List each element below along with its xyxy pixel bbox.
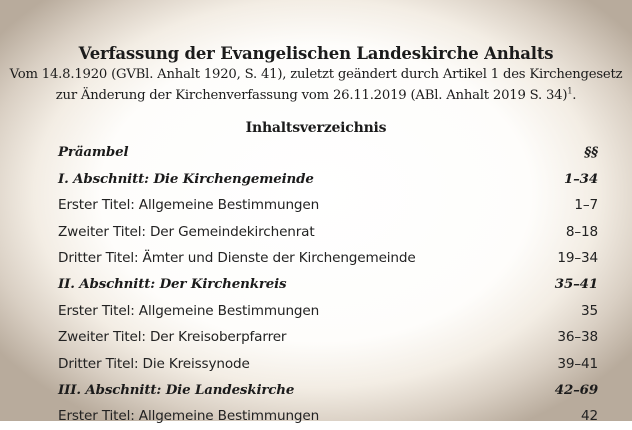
toc-entry[interactable] [58, 250, 598, 272]
toc-heading: Inhaltsverzeichnis [245, 120, 387, 136]
toc-entry-label: Erster Titel: Allgemeine Bestimmungen [58, 303, 320, 319]
subtitle-line-2-text: zur Änderung der Kirchenverfassung vom 26.11.2019 (ABl. Anhalt 2019 S. 34) [55, 88, 568, 103]
toc-entry-label: Erster Titel: Allgemeine Bestimmungen [58, 197, 320, 213]
toc-entry-label: II. Abschnitt: Der Kirchenkreis [58, 276, 287, 292]
toc-entry-ref: 1–34 [563, 171, 598, 187]
toc-entry-ref: 1–7 [574, 197, 598, 213]
document-subtitle-line-2 [0, 88, 632, 103]
toc-entry[interactable] [58, 408, 598, 430]
toc-entry-ref: 19–34 [557, 250, 598, 266]
toc-entry-ref: §§ [584, 144, 598, 160]
toc-entry-label: Dritter Titel: Die Kreissynode [58, 356, 250, 372]
toc-entry[interactable] [58, 224, 598, 246]
toc-entry[interactable] [58, 382, 598, 404]
toc-entry[interactable] [58, 329, 598, 351]
toc-entry[interactable] [58, 356, 598, 378]
toc-entry[interactable] [58, 276, 598, 298]
toc-entry[interactable] [58, 144, 598, 166]
toc-entry-ref: 35 [581, 303, 598, 319]
toc-entry-ref: 42–69 [554, 382, 598, 398]
toc-entry-ref: 36–38 [557, 329, 598, 345]
toc-entry-ref: 8–18 [565, 224, 598, 240]
toc-entry-label: Erster Titel: Allgemeine Bestimmungen [58, 408, 320, 424]
toc-entry-label: I. Abschnitt: Die Kirchengemeinde [58, 171, 314, 187]
document-title: Verfassung der Evangelischen Landeskirche Anhalts [78, 44, 554, 63]
toc-entry[interactable] [58, 171, 598, 193]
toc-entry-ref: 35–41 [554, 276, 598, 292]
toc-entry-ref: 39–41 [557, 356, 598, 372]
toc-entry-label: Dritter Titel: Ämter und Dienste der Kirchengemeinde [58, 250, 416, 266]
toc-entry-label: Zweiter Titel: Der Gemeindekirchenrat [58, 224, 315, 240]
toc-entry-label: Zweiter Titel: Der Kreisoberpfarrer [58, 329, 287, 345]
footnote-marker[interactable]: 1 [567, 86, 573, 96]
toc-entry-label: III. Abschnitt: Die Landeskirche [58, 382, 295, 398]
toc-entry-label: Präambel [58, 144, 129, 160]
document-subtitle-line-1: Vom 14.8.1920 (GVBl. Anhalt 1920, S. 41), zuletzt geändert durch Artikel 1 des Kirchengesetz [9, 67, 623, 82]
toc-entry[interactable] [58, 303, 598, 325]
toc-entry[interactable] [58, 197, 598, 219]
subtitle-line-2-end: . [572, 88, 577, 103]
toc-entry-ref: 42 [581, 408, 598, 424]
